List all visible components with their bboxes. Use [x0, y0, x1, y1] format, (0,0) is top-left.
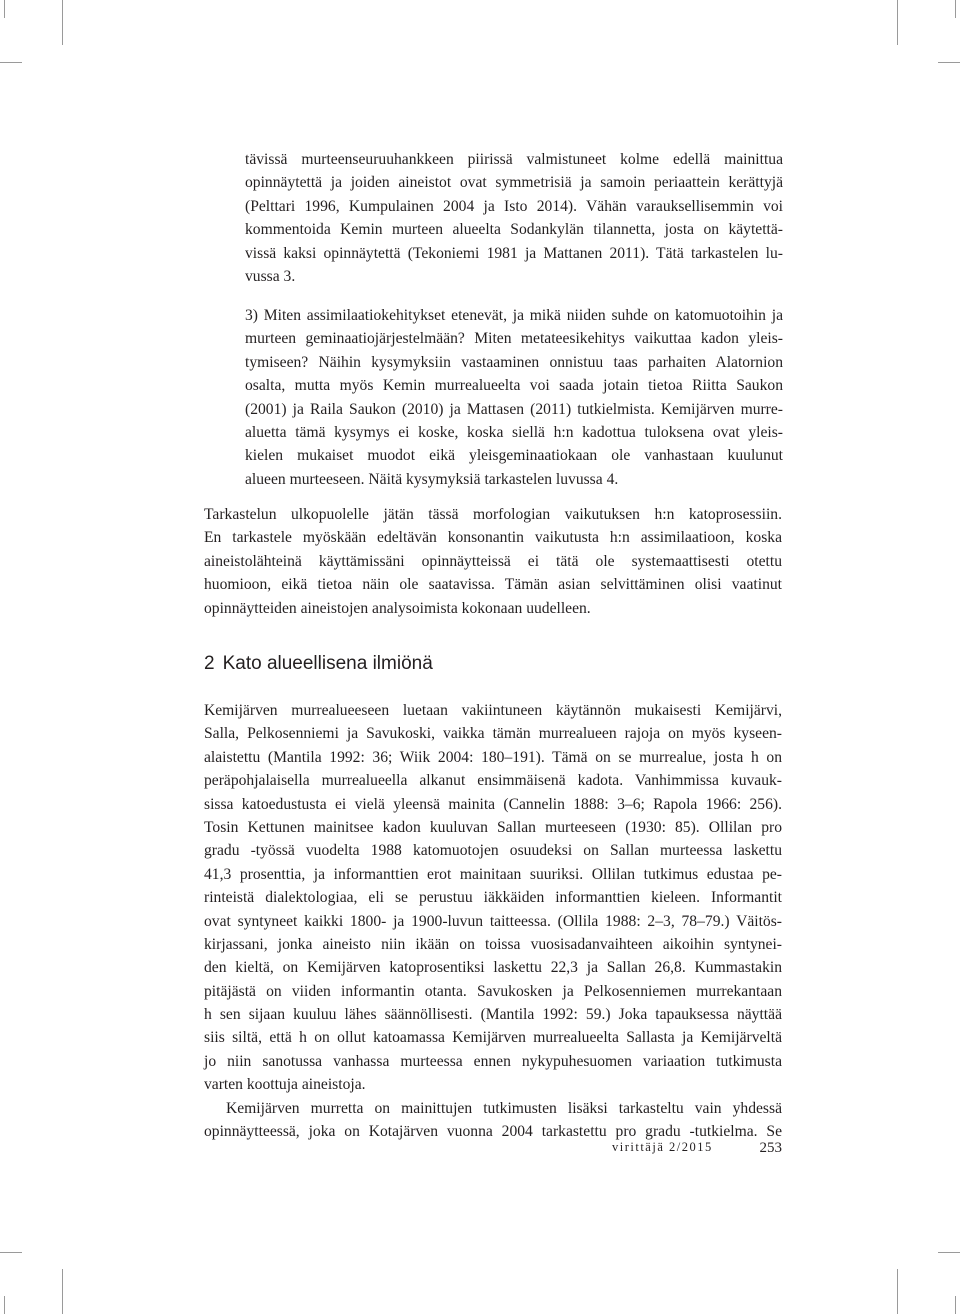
- text-line: alaistettu (Mantila 1992: 36; Wiik 2004: 180–191). Tämä on se murrealue, josta h on: [204, 748, 782, 766]
- text-line: Kemijärven murretta on mainittujen tutkimusten lisäksi tarkasteltu vain yhdessä: [226, 1099, 782, 1117]
- section-number: 2: [204, 653, 215, 674]
- text-line: Kemijärven murrealueeseen luetaan vakiintuneen käytännön mukaisesti Kemijärvi,: [204, 702, 782, 719]
- text-line: kommentoida Kemin murteen alueelta Sodankylän tilannetta, josta on käytettä-: [245, 221, 783, 239]
- text-line: ovat syntyneet kaikki 1800- ja 1900-luvun taitteessa. (Ollila 1988: 2–3, 78–79.) Väitös-: [204, 912, 782, 930]
- crop-mark: [4, 0, 5, 18]
- crop-mark: [0, 62, 22, 63]
- text-line: h sen sijaan kuuluu lähes säännöllisesti. (Mantila 1992: 59.) Joka tapauksessa näyttää: [204, 1006, 782, 1024]
- text-line: 3) Miten assimilaatiokehitykset etenevät, ja mikä niiden suhde on katomuotoihin ja: [245, 307, 783, 324]
- page-footer: [612, 1140, 782, 1156]
- section-heading: [204, 653, 441, 675]
- crop-mark: [955, 0, 956, 18]
- text-line: sissa katoedustusta ei vielä yleensä mainita (Cannelin 1888: 3–6; Rapola 1966: 256).: [204, 795, 782, 813]
- research-question-3: [245, 304, 783, 491]
- section-title: Kato alueellisena ilmiönä: [222, 653, 433, 674]
- text-line: opinnäytteessä, joka on Kotajärven vuonna 2004 tarkastettu pro gradu -tutkielma. Se: [204, 1123, 782, 1141]
- text-line: varten koottuja aineistoja.: [204, 1076, 366, 1094]
- crop-mark: [0, 1252, 22, 1253]
- text-line: rinteistä dialektologiaa, eli se perustuu iäkkäiden informanttien kieleen. Informantit: [204, 889, 782, 907]
- text-line: (2001) ja Raila Saukon (2010) ja Mattasen (2011) tutkielmista. Kemijärven murre-: [245, 400, 783, 418]
- text-line: murteen geminaatiojärjestelmään? Miten metateesikehitys vaikuttaa kadon yleis-: [245, 330, 783, 348]
- text-line: siis siltä, että h on ollut katoamassa Kemijärven murrealueelta Sallasta ja Kemijärveltä: [204, 1029, 782, 1047]
- journal-issue: virittäjä 2/2015: [612, 1140, 713, 1154]
- text-line: En tarkastele myöskään edeltävän konsonantin vaikutusta h:n assimilaatioon, koska: [204, 529, 782, 547]
- text-line: 41,3 prosenttia, ja informanttien erot mainitaan suuriksi. Ollilan tutkimus edustaa pe-: [204, 865, 782, 883]
- text-line: den kieltä, on Kemijärven katoprosentiksi laskettu 22,3 ja Sallan 26,8. Kummastakin: [204, 959, 782, 977]
- text-line: Tarkastelun ulkopuolelle jätän tässä morfologian vaikutuksen h:n katoprosessiin.: [204, 506, 782, 523]
- text-line: jo niin sanotussa vanhassa murteessa ennen nykypuhesuomen variaation tutkimusta: [204, 1052, 782, 1070]
- crop-mark: [938, 62, 960, 63]
- crop-mark: [938, 1252, 960, 1253]
- text-line: (Pelttari 1996, Kumpulainen 2004 ja Isto 2014). Vähän varauksellisemmin voi: [245, 197, 783, 215]
- text-line: gradu -työssä vuodelta 1988 katomuotojen osuudeksi on Sallan murteessa laskettu: [204, 842, 782, 860]
- continuation-paragraph: [245, 148, 783, 288]
- text-line: opinnäytettä ja joiden aineistot ovat symmetrisiä ja samoin periaattein kerättyjä: [245, 174, 783, 192]
- crop-mark: [4, 1296, 5, 1314]
- crop-mark: [62, 0, 63, 45]
- text-line: tymiseen? Näihin kysymyksiin vastaaminen onnistuu taas parhaiten Alatornion: [245, 353, 783, 371]
- text-line: vussa 3.: [245, 267, 296, 285]
- page-number: 253: [759, 1140, 782, 1156]
- text-line: vissä kaksi opinnäytettä (Tekoniemi 1981 ja Mattanen 2011). Tätä tarkastelen lu-: [245, 244, 783, 262]
- crop-mark: [897, 1269, 898, 1314]
- text-line: peräpohjalaisella murrealueella alkanut ensimmäisenä kadota. Vanhimmissa kuvauk-: [204, 772, 782, 790]
- text-line: aluetta tämä kysymys ei koske, koska siellä h:n kadottua tuloksena ovat yleis-: [245, 423, 783, 441]
- text-line: pitäjästä on viiden informantin otanta. Savukosken ja Pelkosenniemen murrekantaan: [204, 982, 782, 1000]
- text-line: osalta, mutta myös Kemin murrealueelta voi saada jotain tietoa Riitta Saukon: [245, 377, 783, 395]
- text-line: alueen murteeseen. Näitä kysymyksiä tarkastelen luvussa 4.: [245, 470, 619, 488]
- text-line: huomioon, eikä tietoa näin ole saatavissa. Tämän asian selvittäminen olisi vaatinut: [204, 576, 782, 594]
- scope-paragraph: [204, 503, 782, 620]
- text-line: kirjassani, jonka aineisto niin ikään on toissa vuosisadanvaihteen aikoihin syntynei-: [204, 935, 782, 953]
- text-line: Salla, Pelkosenniemi ja Savukoski, vaikka tämän murrealueen rajoja on myös kyseen-: [204, 725, 782, 743]
- text-line: tävissä murteenseuruuhankkeen piirissä valmistuneet kolme edellä mainittua: [245, 151, 783, 168]
- text-line: opinnäytteiden aineistojen analysoimista kokonaan uudelleen.: [204, 599, 591, 617]
- text-line: Tosin Kettunen mainitsee kadon kuuluvan Sallan murteeseen (1930: 85). Ollilan pro: [204, 818, 782, 836]
- crop-mark: [897, 0, 898, 45]
- text-line: kielen mukaiset muodot eikä yleisgeminaatiokaan ole vanhastaan kuulunut: [245, 447, 783, 465]
- crop-mark: [955, 1296, 956, 1314]
- crop-mark: [62, 1269, 63, 1314]
- text-line: aineistolähteinä käyttämissäni opinnäytteissä ei tätä ole systemaattisesti otettu: [204, 552, 782, 570]
- section-body: [204, 699, 782, 1143]
